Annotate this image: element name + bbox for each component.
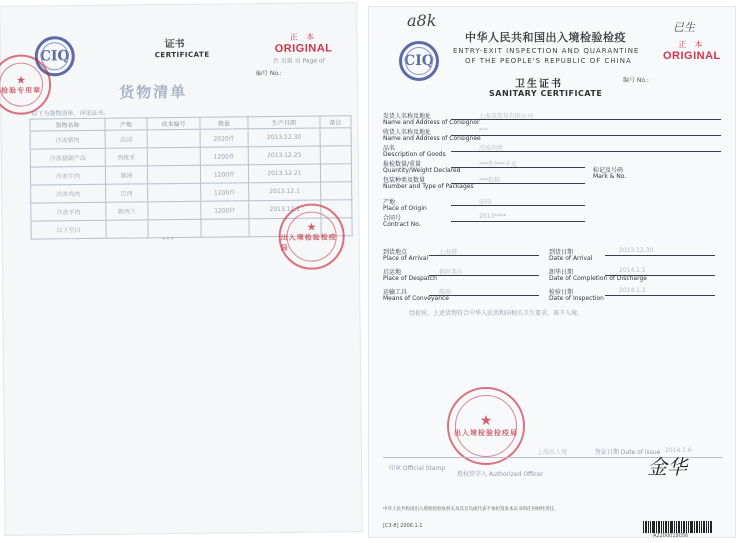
table-cell: 冷冻羊肉 <box>31 202 106 221</box>
field-label-zh: 合同号 <box>383 215 402 222</box>
inspection-statement: 经检验，上述货物符合中华人民共和国相关卫生要求，准予入境。 <box>409 310 584 317</box>
transport-label-en: Means of Conveyance <box>383 295 449 302</box>
barcode-bar <box>694 521 695 533</box>
original-mark-zh: 正 本 <box>289 32 318 42</box>
table-cell: 2020件 <box>200 129 248 148</box>
barcode-bar <box>663 521 664 533</box>
table-cell: 2013.12.1 <box>249 182 321 201</box>
table-cell <box>320 164 351 182</box>
barcode-bar <box>710 521 712 533</box>
footer-disclaimer: 中华人民共和国出入境检验检疫机关及其官员或代表不承担签发本证书的任何财经责任。 <box>383 507 559 512</box>
date-label-zh: 检验日期 <box>549 289 574 296</box>
official-stamp-right: ★ 出入境检验检疫局 <box>447 387 525 465</box>
sanitary-title-zh: 卫生证书 <box>515 79 563 90</box>
field-value: 冷冻肉类 <box>479 145 504 152</box>
table-cell: 2013.12.30 <box>248 128 320 147</box>
barcode-bar <box>681 521 682 533</box>
field-underline <box>451 221 585 222</box>
number-label: 编号 No.: <box>255 69 282 78</box>
page-info: 共 页第 页 Page of <box>272 57 325 66</box>
barcode-icon <box>643 521 713 533</box>
barcode-bar <box>690 521 693 533</box>
table-end-marker: * * * <box>162 237 174 244</box>
field-value: 法国 <box>479 199 492 206</box>
date-label-en: Date of Completion of Discharge <box>549 275 647 282</box>
field-underline <box>429 255 539 256</box>
barcode-bar <box>688 521 689 533</box>
table-cell: 新西兰 <box>106 202 148 220</box>
table-cell: 1200件 <box>200 147 248 166</box>
barcode-bar <box>674 521 675 533</box>
field-label-zh: 包装种类及数量 <box>383 177 426 184</box>
field-underline <box>451 205 585 206</box>
stamp-text: 检验专用章 <box>1 85 42 95</box>
field-label-en: Quantity/Weight Declared <box>383 167 461 174</box>
field-value: 上海某贸易有限公司 <box>479 113 534 120</box>
marks-label-zh: 标记及号码 <box>593 167 624 174</box>
field-underline <box>605 295 715 296</box>
original-mark <box>663 39 721 62</box>
table-cell <box>148 219 201 238</box>
date-label-en: Date of Inspection <box>549 295 604 302</box>
barcode-bar <box>648 521 649 533</box>
barcode-bar <box>668 521 669 533</box>
certificate-title-zh: 证书 <box>164 38 185 51</box>
footer-code: [C3-8] 2006.1.1 <box>383 523 423 529</box>
official-stamp-left-bottom: ★ 出入境检验检疫局 <box>278 203 345 270</box>
barcode-bar <box>699 521 700 533</box>
table-cell: 巴西 <box>106 184 148 202</box>
field-label-zh: 报检数量/重量 <box>383 161 422 168</box>
date-value: 2014.1.1 <box>619 267 646 274</box>
table-cell: 1200件 <box>201 201 249 220</box>
table-cell <box>320 128 351 146</box>
table-cell <box>147 147 200 166</box>
sign-date-label: 签证日期 Date of Issue <box>595 449 661 456</box>
ciq-logo-icon: CIQ <box>399 41 439 81</box>
transport-label-en: Place of Despatch <box>383 275 437 282</box>
barcode-bar <box>670 521 673 533</box>
signer-label: 授权签字人 Authorized Officer <box>457 471 544 478</box>
stamp-text: 出入境检验检疫局 <box>280 232 337 252</box>
date-label-zh: 卸毕日期 <box>549 269 574 276</box>
col-header: 成本编号 <box>147 117 200 130</box>
sanitary-certificate-page <box>368 6 736 538</box>
barcode-bar <box>706 521 707 533</box>
original-mark-zh: 正 本 <box>678 40 706 49</box>
official-stamp-left: ★ 检验专用章 <box>0 54 51 115</box>
original-mark-en: ORIGINAL <box>274 42 333 56</box>
barcode-bar <box>683 521 685 533</box>
table-cell: 2013.12.1 <box>249 200 321 219</box>
table-cell: 冷冻鸡肉 <box>31 184 106 203</box>
table-cell <box>201 219 249 238</box>
barcode-bar <box>701 521 702 533</box>
seal-label: 印章 Official Stamp <box>389 465 446 472</box>
table-cell: 冷冻牛肉 <box>30 166 105 185</box>
field-label-zh: 产地 <box>383 199 396 206</box>
field-underline <box>451 135 721 136</box>
barcode-bar <box>661 521 662 533</box>
field-label-en: Name and Address of Consignor <box>383 119 480 126</box>
table-cell <box>320 182 351 200</box>
sign-date: 2014.1.6 <box>665 447 692 454</box>
field-label-en: Place of Origin <box>383 205 427 212</box>
goods-list-page <box>0 2 363 536</box>
goods-list-intro: 以下为货物清单，详见证书。 <box>31 109 110 118</box>
barcode-bar <box>696 521 698 533</box>
field-label-zh: 品名 <box>383 145 396 152</box>
transport-label-zh: 启运地 <box>383 269 402 276</box>
header-en-2: OF THE PEOPLE'S REPUBLIC OF CHINA <box>465 57 632 65</box>
table-cell: 2013.12.25 <box>248 146 320 165</box>
handwritten-note-left: a8k <box>407 11 437 30</box>
transport-label-zh: 到货地点 <box>383 249 408 256</box>
number-label: 编号 No.: <box>623 77 649 84</box>
officer-signature: 金华 <box>647 455 687 479</box>
col-header: 数量 <box>200 117 248 130</box>
field-label-en: Contract No. <box>383 221 421 228</box>
barcode-bar <box>645 521 647 533</box>
field-underline <box>605 275 715 276</box>
col-header: 备注 <box>320 116 351 128</box>
field-underline <box>451 183 585 184</box>
original-mark-en: ORIGINAL <box>663 50 721 62</box>
date-label-en: Date of Arrival <box>549 255 593 262</box>
table-cell: 1200件 <box>201 183 249 202</box>
transport-value: 船舶 <box>439 289 452 296</box>
field-underline <box>451 167 585 168</box>
original-mark <box>275 31 333 55</box>
date-value: 2013.12.30 <box>619 247 654 254</box>
field-label-en: Description of Goods <box>383 151 446 158</box>
table-cell: 1200件 <box>200 165 248 184</box>
barcode-bar <box>678 521 680 533</box>
barcode-bar <box>658 521 660 533</box>
table-cell: 西班牙 <box>105 148 147 166</box>
table-cell: 冷冻猪副产品 <box>30 148 105 167</box>
barcode-bar <box>686 521 687 533</box>
table-cell <box>147 129 200 148</box>
col-header: 产地 <box>105 118 147 130</box>
col-header: 货物名称 <box>30 118 105 131</box>
field-underline <box>605 255 715 256</box>
header-en-1: ENTRY-EXIT INSPECTION AND QUARANTINE <box>453 47 640 55</box>
field-underline <box>429 295 539 296</box>
stamp-text: 出入境检验检疫局 <box>454 429 518 437</box>
field-label-en: Number and Type of Packages <box>383 183 474 190</box>
table-cell <box>148 201 201 220</box>
handwritten-note-right: 已生 <box>673 21 695 34</box>
transport-value: 勒阿弗尔 <box>439 269 464 276</box>
date-value: 2014.1.2 <box>619 287 646 294</box>
date-label-zh: 到货日期 <box>549 249 574 256</box>
barcode-bar <box>643 521 644 533</box>
table-cell: 2013.12.21 <box>248 164 320 183</box>
table-cell <box>148 183 201 202</box>
field-label-zh: 发货人名称及地址 <box>383 113 432 120</box>
header-zh: 中华人民共和国出入境检验检疫 <box>465 31 626 44</box>
table-cell: 以下空白 <box>31 220 106 239</box>
barcode-bar <box>708 521 709 533</box>
table-cell <box>147 165 200 184</box>
field-value: *** <box>479 127 488 134</box>
goods-list-title: 货物清单 <box>119 82 188 102</box>
field-value: 2013**** <box>479 213 507 220</box>
barcode-bar <box>656 521 657 533</box>
certificate-title-en: CERTIFICATE <box>154 50 210 60</box>
field-underline <box>451 119 721 120</box>
field-value: ***纸箱 <box>479 177 501 184</box>
barcode-bar <box>665 521 667 533</box>
table-cell <box>320 146 351 164</box>
barcode-bar <box>652 521 655 533</box>
table-cell: 澳洲 <box>105 166 147 184</box>
col-header: 生产日期 <box>248 116 320 129</box>
barcode-bar <box>676 521 677 533</box>
barcode-bar <box>703 521 705 533</box>
transport-value: 上海港 <box>439 249 458 256</box>
sanitary-title-en: SANITARY CERTIFICATE <box>489 89 603 98</box>
table-cell: 冷冻猪肉 <box>30 130 105 149</box>
barcode-bar <box>650 521 651 533</box>
ciq-logo-icon: CIQ <box>35 36 75 76</box>
marks-label-en: Mark & No. <box>593 173 627 180</box>
transport-label-zh: 运输工具 <box>383 289 408 296</box>
field-label-en: Name and Address of Consignee <box>383 135 481 142</box>
sign-place: 上海出入境 <box>537 449 568 456</box>
transport-label-en: Place of Arrival <box>383 255 429 262</box>
table-cell: 法国 <box>105 130 147 148</box>
field-underline <box>451 151 721 152</box>
field-value: ***件/***千克 <box>479 161 518 168</box>
table-cell <box>106 220 148 238</box>
field-label-zh: 收货人名称及地址 <box>383 129 432 136</box>
barcode-number: A2200018056 <box>653 533 689 539</box>
field-underline <box>429 275 539 276</box>
